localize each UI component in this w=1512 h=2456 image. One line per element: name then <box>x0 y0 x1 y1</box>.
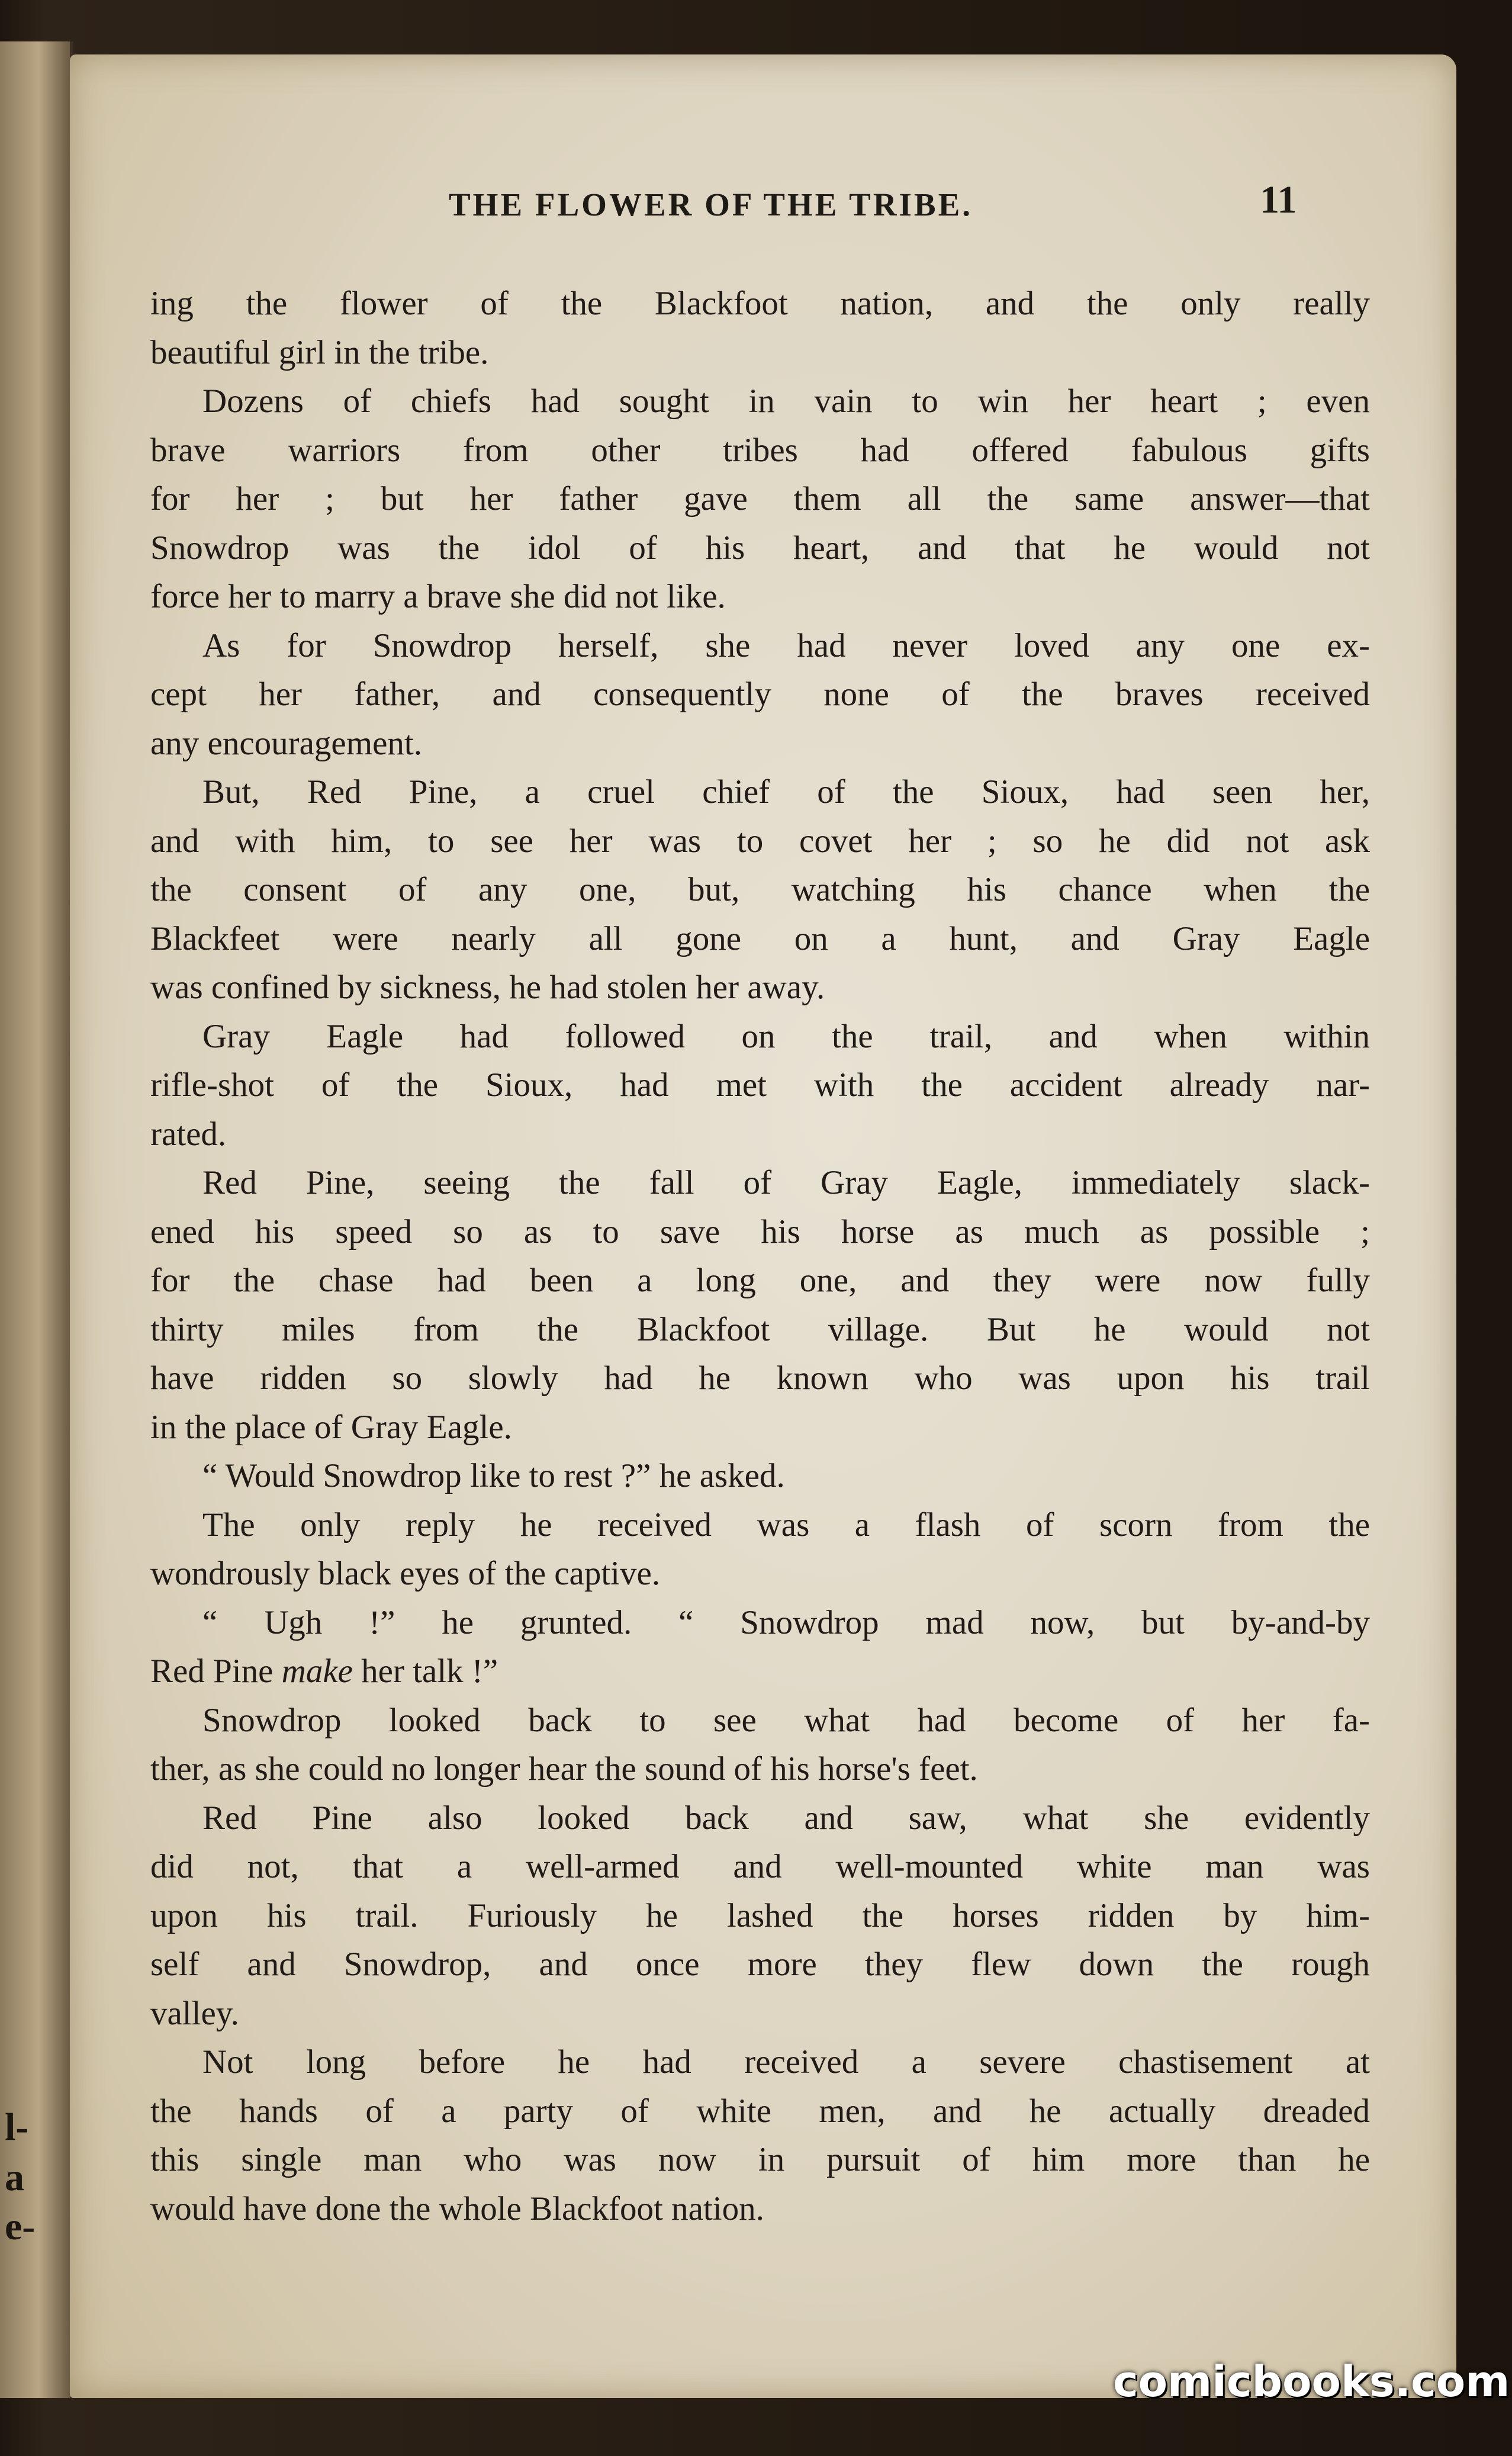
text-line: rifle-shot of the Sioux, had met with the accident already nar- <box>150 1066 1370 1104</box>
text-line: and with him, to see her was to covet her ; so he did not ask <box>150 822 1370 860</box>
text-line: ing the flower of the Blackfoot nation, and the only really <box>150 285 1370 322</box>
text-line: did not, that a well-armed and well-mounted white man was <box>150 1848 1370 1885</box>
page-number: 11 <box>1260 178 1297 221</box>
running-head: THE FLOWER OF THE TRIBE. <box>449 187 973 223</box>
prev-page-mark: a <box>5 2156 24 2199</box>
text-line: But, Red Pine, a cruel chief of the Sioux, had seen her, <box>202 773 1370 811</box>
text-line: Dozens of chiefs had sought in vain to win her heart ; even <box>202 382 1370 420</box>
text-line: force her to marry a brave she did not like. <box>150 578 726 615</box>
text-line: ened his speed so as to save his horse as much as possible ; <box>150 1213 1370 1250</box>
text-line: As for Snowdrop herself, she had never loved any one ex- <box>202 626 1370 664</box>
text-line: “ Would Snowdrop like to rest ?” he asked. <box>202 1457 785 1494</box>
text-line: beautiful girl in the tribe. <box>150 333 489 371</box>
text-line: was confined by sickness, he had stolen her away. <box>150 969 825 1006</box>
text-line: wondrously black eyes of the captive. <box>150 1555 661 1592</box>
previous-page-edge <box>0 41 73 2398</box>
prev-page-mark: e- <box>5 2205 36 2248</box>
book-page <box>70 54 1456 2398</box>
text-line: valley. <box>150 1994 239 2032</box>
text-line: Gray Eagle had followed on the trail, and when within <box>202 1017 1370 1055</box>
text-line: thirty miles from the Blackfoot village. But he would not <box>150 1310 1370 1348</box>
text-line: “ Ugh !” he grunted. “ Snowdrop mad now, but by-and-by <box>202 1603 1370 1641</box>
text-line: brave warriors from other tribes had offered fabulous gifts <box>150 431 1370 469</box>
text-line: Snowdrop was the idol of his heart, and that he would not <box>150 529 1370 567</box>
prev-page-mark: l- <box>5 2105 29 2149</box>
text-line: this single man who was now in pursuit of him more than he <box>150 2141 1370 2178</box>
text-line: Red Pine also looked back and saw, what she evidently <box>202 1799 1370 1837</box>
text-line: Snowdrop looked back to see what had become of her fa- <box>202 1701 1370 1739</box>
watermark-text: comicbooks.com <box>1113 2357 1510 2406</box>
text-line: rated. <box>150 1115 227 1153</box>
text-line: for the chase had been a long one, and they were now fully <box>150 1262 1370 1299</box>
text-line: upon his trail. Furiously he lashed the horses ridden by him- <box>150 1896 1370 1934</box>
text-line: in the place of Gray Eagle. <box>150 1408 512 1446</box>
text-line: the hands of a party of white men, and he actually dreaded <box>150 2092 1370 2130</box>
text-line: for her ; but her father gave them all the same answer—that <box>150 480 1370 517</box>
text-line: cept her father, and consequently none of the braves received <box>150 676 1370 713</box>
text-line: self and Snowdrop, and once more they flew down the rough <box>150 1946 1370 1983</box>
text-line: have ridden so slowly had he known who was upon his trail <box>150 1359 1370 1397</box>
text-line: ther, as she could no longer hear the sound of his horse's feet. <box>150 1750 978 1788</box>
text-line: The only reply he received was a flash of scorn from the <box>202 1506 1370 1544</box>
text-line: Blackfeet were nearly all gone on a hunt, and Gray Eagle <box>150 920 1370 957</box>
text-line: Red Pine make her talk !” <box>150 1653 498 1690</box>
body-text <box>150 279 1370 2233</box>
text-line: the consent of any one, but, watching his chance when the <box>150 871 1370 908</box>
text-line: Not long before he had received a severe chastisement at <box>202 2043 1370 2081</box>
text-line: Red Pine, seeing the fall of Gray Eagle, immediately slack- <box>202 1164 1370 1201</box>
text-line: would have done the whole Blackfoot nation. <box>150 2190 764 2227</box>
text-line: any encouragement. <box>150 724 422 762</box>
